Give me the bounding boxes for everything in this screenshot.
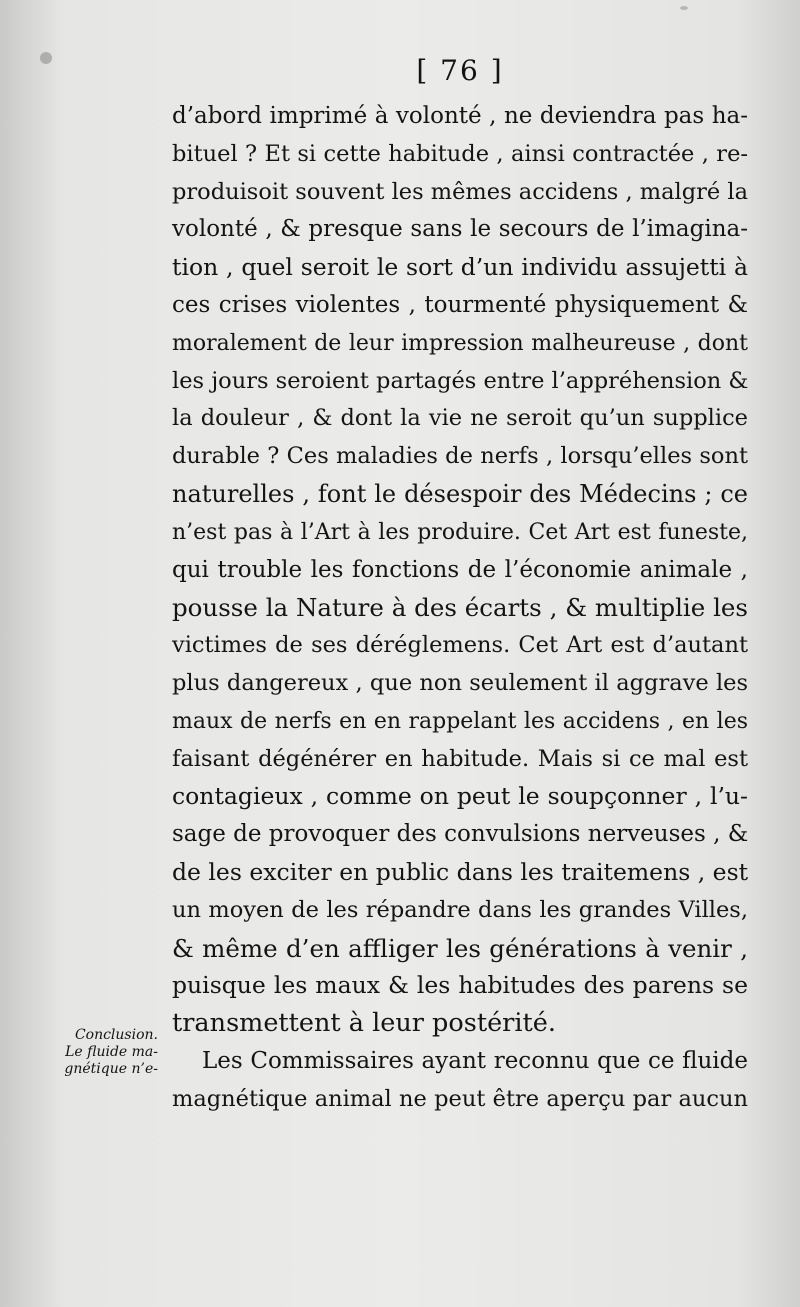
margin-note-line: Le fluide ma- (65, 1044, 158, 1060)
text-line: pousse la Nature à des écarts , & multiplie les (172, 593, 748, 623)
text-line: faisant dégénérer en habitude. Mais si ce mal est (172, 745, 748, 772)
main-text-block (172, 98, 748, 1119)
text-line: volonté , & presque sans le secours de l’imagina- (172, 216, 748, 243)
text-line: sage de provoquer des convulsions nerveuses , & (172, 821, 749, 848)
text-line: & même d’en affliger les générations à venir , (172, 933, 748, 963)
text-line: produisoit souvent les mêmes accidens , malgré la (172, 178, 748, 205)
ink-spot (680, 6, 688, 10)
text-line: puisque les maux & les habitudes des parens se (172, 971, 748, 1000)
text-line: moralement de leur impression malheureuse , dont (172, 330, 748, 356)
text-line: bituel ? Et si cette habitude , ainsi contractée , re- (172, 140, 748, 167)
text-line: un moyen de les répandre dans les grandes Villes, (172, 896, 748, 923)
text-line: qui trouble les fonctions de l’économie animale , (172, 556, 748, 583)
page-number: [ 76 ] (416, 54, 504, 87)
text-line: contagieux , comme on peut le soupçonner , l’u- (172, 782, 748, 811)
text-line: plus dangereux , que non seulement il aggrave les (172, 669, 748, 696)
text-line: magnétique animal ne peut être aperçu par aucun (172, 1085, 748, 1112)
text-line: tion , quel seroit le sort d’un individu assujetti à (172, 253, 748, 282)
paragraph-end-line: transmettent à leur postérité. (172, 1008, 556, 1039)
text-line: n’est pas à l’Art à les produire. Cet Art est funeste, (172, 519, 748, 545)
text-line: les jours seroient partagés entre l’appréhension & (172, 367, 749, 394)
text-line: de les exciter en public dans les traitemens , est (172, 857, 749, 886)
text-line: maux de nerfs en en rappelant les accidens , en les (172, 708, 748, 734)
text-line: la douleur , & dont la vie ne seroit qu’un supplice (172, 405, 748, 432)
text-line: d’abord imprimé à volonté , ne deviendra pas ha- (172, 103, 748, 129)
margin-note-line: Conclusion. (74, 1027, 158, 1043)
paragraph-start-line: Les Commissaires ayant reconnu que ce fluide (202, 1047, 748, 1074)
text-line: ces crises violentes , tourmenté physiquement & (172, 291, 748, 318)
text-line: naturelles , font le désespoir des Médecins ; ce (172, 479, 748, 508)
margin-note (44, 1027, 158, 1078)
text-line: durable ? Ces maladies de nerfs , lorsqu’elles sont (172, 443, 748, 470)
text-line: victimes de ses déréglemens. Cet Art est d’autant (172, 632, 748, 659)
margin-note-line: gnétique n’e- (64, 1061, 158, 1077)
